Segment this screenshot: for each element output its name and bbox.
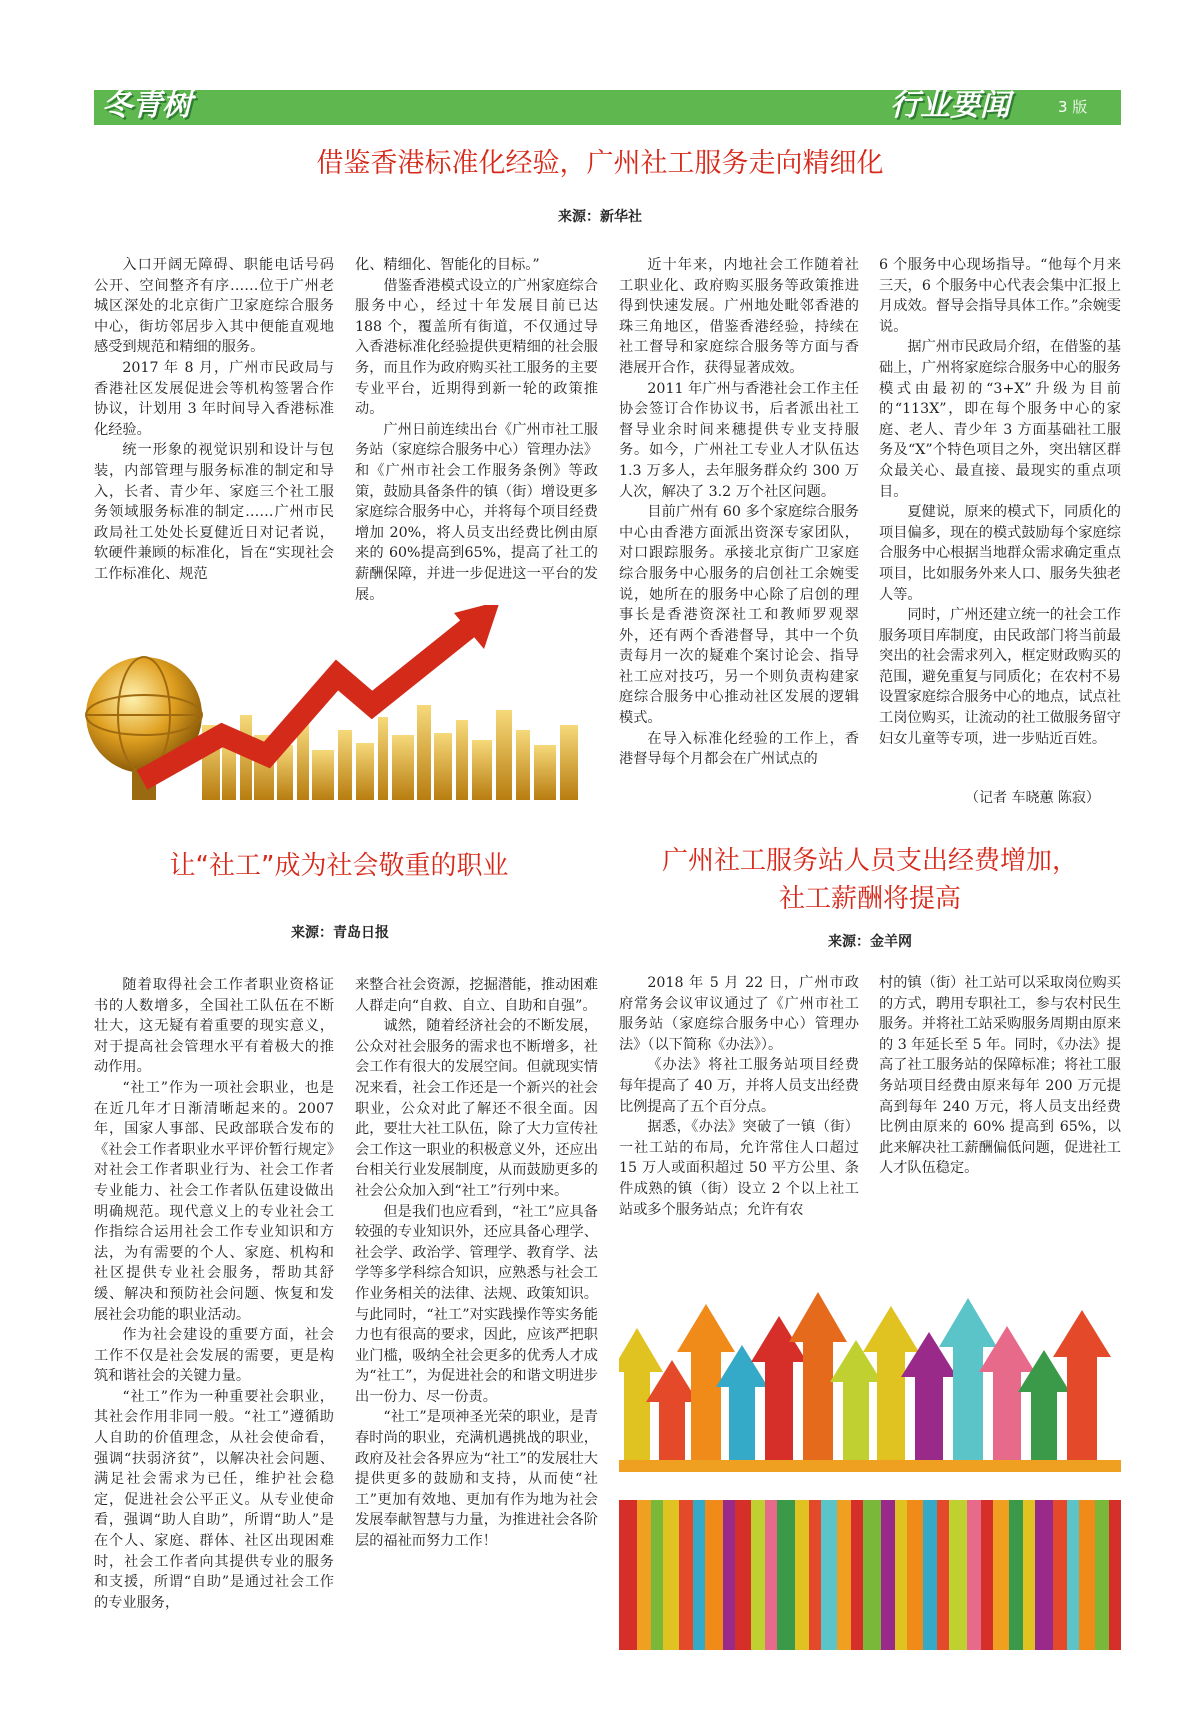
article3-column-2: [879, 973, 1121, 1253]
arrow-icon: [830, 1340, 882, 1470]
article2-source: 来源：青岛日报: [291, 925, 389, 941]
article3-column-1: [619, 973, 859, 1273]
paragraph: 6 个服务中心现场指导。“他每个月来三天，6 个服务中心代表会集中汇报上月成效。督导会指导具体工作。”余婉雯说。: [879, 257, 1121, 335]
paragraph: 化、精细化、智能化的目标。”: [355, 257, 540, 273]
paragraph: 据广州市民政局介绍，在借鉴的基础上，广州将家庭综合服务中心的服务模式由最初的“3+X”升级为目前的“113X”，即在每个服务中心的家庭、老人、青少年 3 方面基础社工服务及“X”个特色项目之外，突出辖区群众最关心、最直接、最现实的重点项目。: [879, 339, 1121, 500]
paragraph: 诚然，随着经济社会的不断发展，公众对社会服务的需求也不断增多，社会工作有很大的发展空间。但就现实情况来看，社会工作还是一个新兴的社会职业，公众对此了解还不很全面。因此，要壮大社工队伍，除了大力宣传社会工作这一职业的积极意义外，还应出台相关行业发展制度，从而鼓励更多的社会公众加入到“社工”行列中来。: [355, 1018, 598, 1199]
paragraph: 夏健说，原来的模式下，同质化的项目偏多，现在的模式鼓励每个家庭综合服务中心根据当地群众需求确定重点项目，比如服务外来人口、服务失独老人等。: [879, 504, 1121, 603]
paragraph: 在导入标准化经验的工作上，香港督导每个月都会在广州试点的: [619, 730, 859, 768]
article1-column-4: [879, 255, 1121, 775]
paragraph: 但是我们也应看到，“社工”应具备较强的专业知识外，还应具备心理学、社会学、政治学、管理学、教育学、法学等多学科综合知识，应熟悉与社会工作业务相关的法律、法规、政策知识。与此同时，“社工”对实践操作等实务能力也有很高的要求，因此，应该严把职业门槛，吸纳全社会更多的优秀人才成为“社工”，为促进社会的和谐文明进步出一份力、尽一份责。: [355, 1203, 598, 1405]
paragraph: “社工”作为一项社会职业，也是在近几年才日渐清晰起来的。2007 年，国家人事部、民政部联合发布的《社会工作者职业水平评价暂行规定》对社会工作者职业行为、社会工作者专业能力、社会工作者队伍建设做出明确规范。现代意义上的专业社会工作指综合运用社会工作专业知识和方法，为有需要的个人、家庭、机构和社区提供专业社会服务，帮助其舒缓、解决和预防社会问题、恢复和发展社会功能的职业活动。: [94, 1079, 334, 1323]
article1-column-3: [619, 255, 859, 810]
colorful-arrows-illustration: [619, 1290, 1121, 1650]
paragraph: 据悉，《办法》突破了一镇（街）一社工站的布局，允许常住人口超过 15 万人或面积超过 50 平方公里、条件成熟的镇（街）设立 2 个以上社工站或多个服务站点；允许有农: [619, 1119, 859, 1218]
article1-column-1: [94, 255, 334, 620]
article1-byline: （记者 车晓蕙 陈寂）: [965, 790, 1100, 806]
paragraph: 作为社会建设的重要方面，社会工作不仅是社会发展的需要，更是构筑和谐社会的关键力量。: [94, 1327, 334, 1385]
article1-source: 来源：新华社: [558, 209, 642, 225]
paragraph: 统一形象的视觉识别和设计与包装，内部管理与服务标准的制定和导入，长者、青少年、家庭三个社工服务领域服务标准的制定……广州市民政局社工处处长夏健近日对记者说，软硬件兼顾的标准化，旨在“实现社会工作标准化、规范: [94, 442, 334, 582]
paragraph: 2018 年 5 月 22 日，广州市政府常务会议审议通过了《广州市社工服务站（家庭综合服务中心）管理办法》（以下简称《办法》）。: [619, 975, 859, 1053]
section-title: 行业要闻: [890, 88, 1010, 123]
article1-column-2: [355, 255, 598, 610]
arrow-icon: [979, 1326, 1035, 1470]
paragraph: 借鉴香港模式设立的广州家庭综合服务中心，经过十年发展目前已达 188 个，覆盖所有街道，不仅通过导入香港标准化经验提供更精细的社会服务，而且作为政府购买社工服务的主要专业平台，近期得到新一轮的政策推动。: [355, 277, 598, 418]
paragraph: 2017 年 8 月，广州市民政局与香港社区发展促进会等机构签署合作协议，计划用 3 年时间导入香港标准化经验。: [94, 359, 334, 438]
paragraph: 2011 年广州与香港社会工作主任协会签订合作协议书，后者派出社工督导业余时间来穗提供专业支持服务。如今，广州社工专业人才队伍达 1.3 万多人，去年服务群众约 300 万人次，解决了 3.2 万个社区问题。: [619, 380, 859, 500]
article2-title: 让“社工”成为社会敬重的职业: [169, 851, 509, 881]
arrow-icon: [939, 1298, 997, 1465]
paragraph: 随着取得社会工作者职业资格证书的人数增多，全国社工队伍在不断壮大，这无疑有着重要的现实意义，对于提高社会管理水平有着极大的推动作用。: [94, 977, 334, 1076]
paragraph: 来整合社会资源，挖掘潜能，推动困难人群走向“自救、自立、自助和自强”。: [355, 977, 598, 1014]
paragraph: 村的镇（街）社工站可以采取岗位购买的方式，聘用专职社工，参与农村民生服务。并将社工站采购服务周期由原来的 3 年延长至 5 年。同时，《办法》提高了社工服务站的保障标准；将社工服务站项目经费由原来每年 200 万元提高到每年 240 万元，将人员支出经费比例由原来的 60% 提高到 65%，以此来解决社工薪酬偏低问题，促进社工人才队伍稳定。: [879, 975, 1121, 1177]
paragraph: 目前广州有 60 多个家庭综合服务中心由香港方面派出资深专家团队，对口跟踪服务。承接北京街广卫家庭综合服务中心服务的启创社工余婉雯说，她所在的服务中心除了启创的理事长是香港资深社工和教师罗观翠外，还有两个香港督导，其中一个负责每月一次的疑难个案讨论会、指导社工应对技巧，另一个则负责构建家庭综合服务中心推动社区发展的逻辑模式。: [619, 504, 859, 727]
paragraph: “社工”是项神圣光荣的职业，是青春时尚的职业，充满机遇挑战的职业，政府及社会各界应为“社工”的发展壮大提供更多的鼓励和支持，从而使“社工”更加有效地、更加有作为地为社会发展奉献智慧与力量，为推进社会各阶层的福祉而努力工作！: [355, 1409, 598, 1550]
paragraph: 《办法》将社工服务站项目经费每年提高了 40 万，并将人员支出经费比例提高了五个百分点。: [619, 1057, 859, 1115]
arrow-icon: [901, 1332, 957, 1470]
paragraph: 广州日前连续出台《广州市社工服务站（家庭综合服务中心）管理办法》和《广州市社会工作服务条例》等政策，鼓励具备条件的镇（街）增设更多家庭综合服务中心，并将每个项目经费增加 20%，将人员支出经费比例由原来的 60%提高到65%，提高了社工的薪酬保障，并进一步促进这一平台的发展。: [355, 421, 598, 603]
paragraph: 入口开阔无障碍、职能电话号码公开、空间整齐有序……位于广州老城区深处的北京街广卫家庭综合服务中心，街坊邻居步入其中便能直观地感受到规范和精细的服务。: [94, 257, 334, 356]
article1-title: 借鉴香港标准化经验，广州社工服务走向精细化: [316, 148, 884, 179]
article2-column-1: [94, 975, 334, 1640]
paragraph: 同时，广州还建立统一的社会工作服务项目库制度，由民政部门将当前最突出的社会需求列入，框定财政购买的范围，避免重复与同质化；在农村不易设置家庭综合服务中心的地点，试点社工岗位购买，让流动的社工做服务留守妇女儿童等专项，进一步贴近百姓。: [879, 607, 1121, 747]
arrow-row: [619, 1292, 1121, 1472]
paragraph: “社工”作为一种重要社会职业，其社会作用非同一般。“社工”遵循助人自助的价值理念，从社会使命看，强调“扶弱济贫”，以解决社会问题、满足社会需求为已任，维护社会稳定，促进社会公平正义。从专业使命看，强调“助人自助”，所谓“助人”是在个人、家庭、群体、社区出现困难时，社会工作者向其提供专业的服务和支援，所谓“自助”是通过社会工作的专业服务，: [94, 1388, 334, 1611]
article2-column-2: [355, 975, 598, 1640]
growth-illustration: [82, 605, 582, 800]
arrow-icon: [716, 1345, 768, 1465]
arrow-icon: [863, 1306, 919, 1470]
article3-title: [619, 842, 1121, 918]
article3-title-line-1: 广州社工服务站人员支出经费增加，: [661, 846, 1078, 876]
article3-title-line-2: 社工薪酬将提高: [778, 884, 961, 914]
color-stripes: [619, 1500, 1121, 1650]
brand-logo: 冬青树: [102, 88, 192, 123]
page-number: 3 版: [1058, 98, 1088, 116]
arrow-icon: [646, 1360, 698, 1470]
paragraph: 近十年来，内地社会工作随着社工职业化、政府购买服务等政策推进得到快速发展。广州地处毗邻香港的珠三角地区，借鉴香港经验，持续在社工督导和家庭综合服务等方面与香港展开合作，获得显著成效。: [619, 257, 859, 376]
article3-source: 来源：金羊网: [828, 934, 912, 950]
